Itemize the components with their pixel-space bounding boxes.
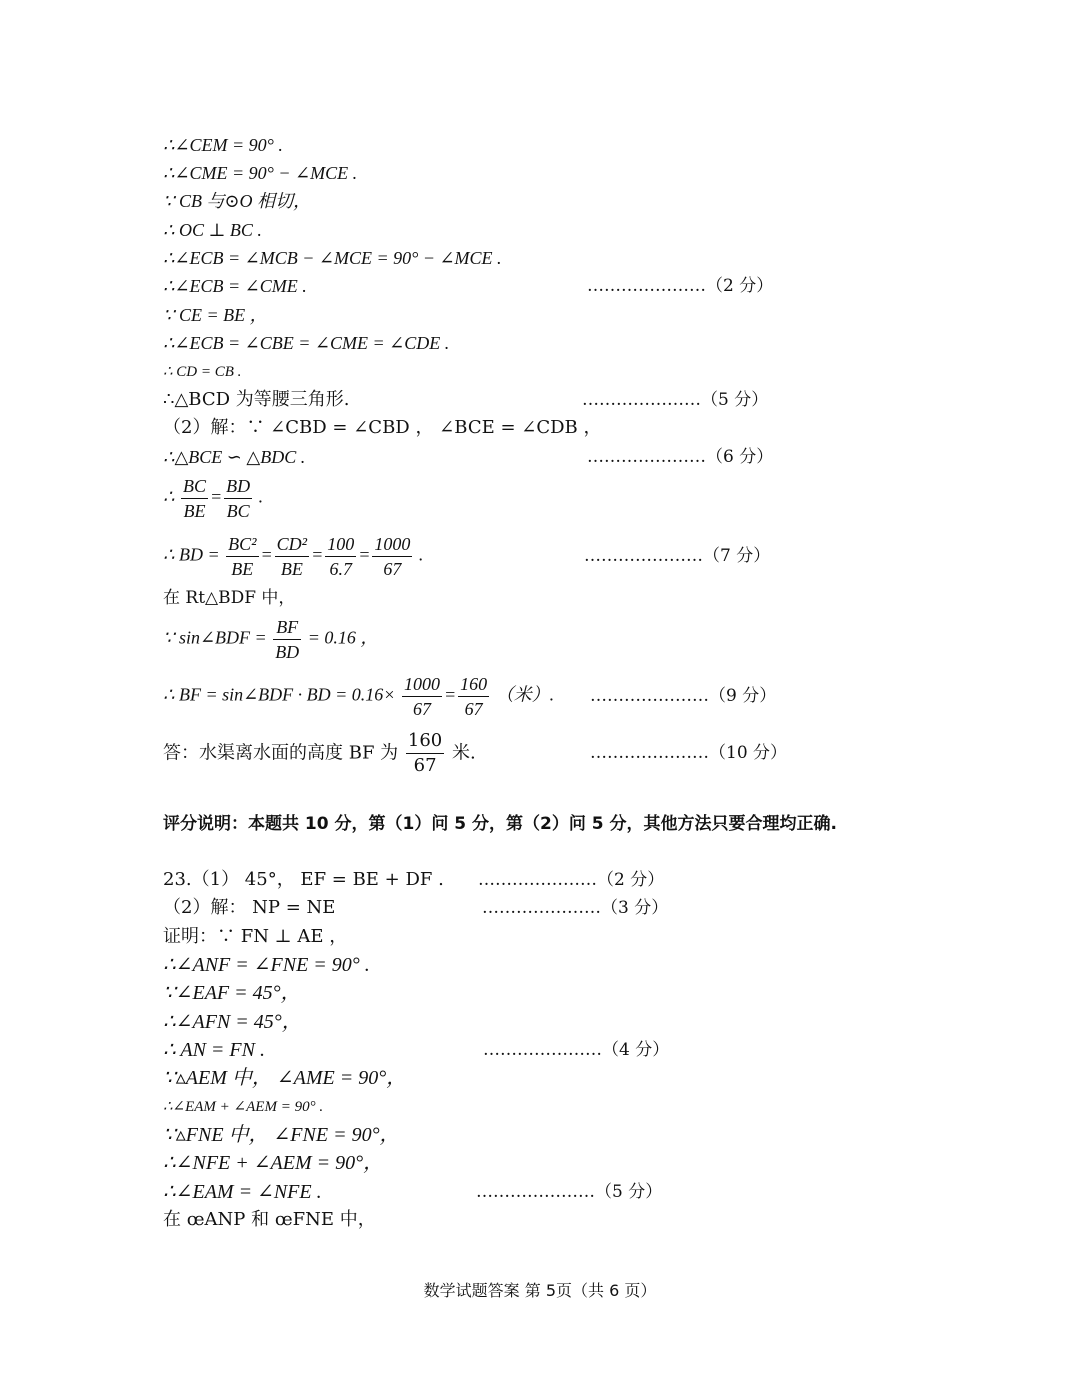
sine-line [163, 616, 378, 663]
fraction [372, 533, 412, 580]
score-mark: …………………（3 分） [482, 898, 669, 918]
score-mark: …………………（5 分） [476, 1182, 663, 1202]
fraction [406, 730, 444, 777]
fraction-numerator: 160 [406, 730, 444, 754]
fraction-denominator: BE [231, 559, 254, 579]
grading-note: 评分说明：本题共 10 分，第（1）问 5 分，第（2）问 5 分，其他方法只要合理均正确. [163, 814, 837, 834]
fraction [458, 673, 489, 720]
step-line: ∴ OC ⊥ BC . [163, 220, 262, 240]
fraction-numerator: 100 [325, 533, 356, 557]
step-line: ∵▵AEM 中， ∠AME = 90°， [163, 1067, 407, 1089]
fraction-denominator: 67 [464, 699, 483, 719]
step-line: ∴∠ECB = ∠CME . [163, 276, 307, 296]
fraction-denominator: BE [280, 559, 303, 579]
step-line: ∵∠EAF = 45°， [163, 982, 301, 1004]
fraction [226, 533, 258, 580]
step-line: 23.（1） 45°， EF = BE + DF . [163, 869, 444, 890]
score-mark: …………………（2 分） [478, 870, 665, 890]
score-mark: …………………（6 分） [587, 447, 774, 467]
step-line: ∴∠AFN = 45°， [163, 1011, 302, 1033]
bf-calculation-line: ∴ BF = sin∠BDF · BD = 0.16× $\frac{1000}{67}$ = $\frac{160}{67}$ （米）. [163, 674, 555, 719]
fraction [224, 475, 252, 522]
period: . [258, 486, 264, 507]
step-line: ∴∠ECB = ∠CBE = ∠CME = ∠CDE . [163, 333, 450, 353]
equation-suffix: （米）. [495, 684, 555, 705]
score-mark: …………………（10 分） [590, 743, 788, 763]
fraction [275, 533, 309, 580]
fraction-denominator: 67 [412, 699, 431, 719]
fraction-denominator: 67 [383, 559, 402, 579]
fraction-denominator: 67 [413, 755, 437, 776]
fraction [181, 475, 208, 522]
step-line: 在 Rt△BDF 中， [163, 588, 296, 608]
step-line: ∵ CB 与⊙O 相切， [163, 191, 312, 211]
step-line: ∴∠EAM = ∠NFE . [163, 1181, 322, 1203]
fraction-numerator: 1000 [402, 673, 442, 697]
equation-prefix: ∴ BF = sin∠BDF · BD = 0.16× [163, 684, 396, 705]
fraction-numerator: 160 [458, 673, 489, 697]
step-line: ∵ CE = BE ， [163, 305, 268, 325]
step-line: ∵▵FNE 中， ∠FNE = 90°， [163, 1124, 400, 1146]
step-line: ∴∠CME = 90° − ∠MCE . [163, 163, 358, 183]
step-line: （2）解：∵ ∠CBD = ∠CBD ， ∠BCE = ∠CDB ， [163, 417, 602, 438]
step-line: 证明：∵ FN ⊥ AE ， [163, 926, 348, 947]
page-footer: 数学试题答案 第 5页（共 6 页） [423, 1281, 657, 1300]
answer-prefix: 答：水渠离水面的高度 BF 为 [163, 742, 399, 764]
step-line: 在 œANP 和 œFNE 中， [163, 1209, 376, 1230]
step-line: ∴∠EAM + ∠AEM = 90° . [163, 1099, 324, 1115]
step-line: ∴△BCD 为等腰三角形. [163, 389, 350, 410]
therefore-symbol: ∴ [163, 486, 175, 507]
equation-prefix: ∴ BD = [163, 544, 220, 565]
score-mark: …………………（2 分） [587, 276, 774, 296]
step-line: ∴△BCE ∽ △BDC . [163, 447, 306, 467]
score-mark: …………………（9 分） [590, 686, 777, 706]
fraction-numerator: 1000 [372, 533, 412, 557]
fraction [402, 673, 442, 720]
step-line: ∴∠CEM = 90° . [163, 135, 283, 155]
bd-calculation-line: ∴ BD = $\frac{\text{BC²}}{BE}$ = $\frac{\text{CD²}}{BE}$ = $\frac{100}{6.7}$ = $\frac{1000}{67}$ . [163, 534, 424, 579]
period: . [418, 544, 424, 565]
step-line: ∴ AN = FN . [163, 1039, 265, 1061]
fraction-denominator: BC [226, 501, 250, 521]
step-line: ∴ CD = CB . [163, 364, 242, 380]
step-line: （2）解： NP = NE [163, 897, 336, 918]
step-line: ∴∠ECB = ∠MCB − ∠MCE = 90° − ∠MCE . [163, 248, 502, 268]
equation-suffix: = 0.16 ， [307, 627, 379, 648]
equation-prefix: ∵ sin∠BDF = [163, 627, 267, 648]
score-mark: …………………（4 分） [483, 1040, 670, 1060]
fraction-denominator: BE [183, 501, 206, 521]
fraction-numerator: BD [224, 475, 252, 499]
answer-line [163, 730, 476, 777]
fraction [273, 616, 301, 663]
fraction-denominator: BD [275, 642, 300, 662]
fraction-numerator: BF [273, 616, 301, 640]
fraction-numerator: BC [181, 475, 208, 499]
step-line: ∴∠NFE + ∠AEM = 90°， [163, 1152, 384, 1174]
score-mark: …………………（7 分） [584, 546, 771, 566]
fraction-numerator: CD² [275, 533, 309, 557]
step-line: ∴∠ANF = ∠FNE = 90° . [163, 954, 370, 976]
fraction-numerator: BC² [226, 533, 258, 557]
fraction [325, 533, 356, 580]
fraction-denominator: 6.7 [329, 559, 352, 579]
answer-suffix: 米. [452, 742, 476, 764]
ratio-line: ∴ $\frac{BC}{BE}$ = $\frac{BD}{BC}$ . [163, 476, 264, 521]
score-mark: …………………（5 分） [582, 390, 769, 410]
